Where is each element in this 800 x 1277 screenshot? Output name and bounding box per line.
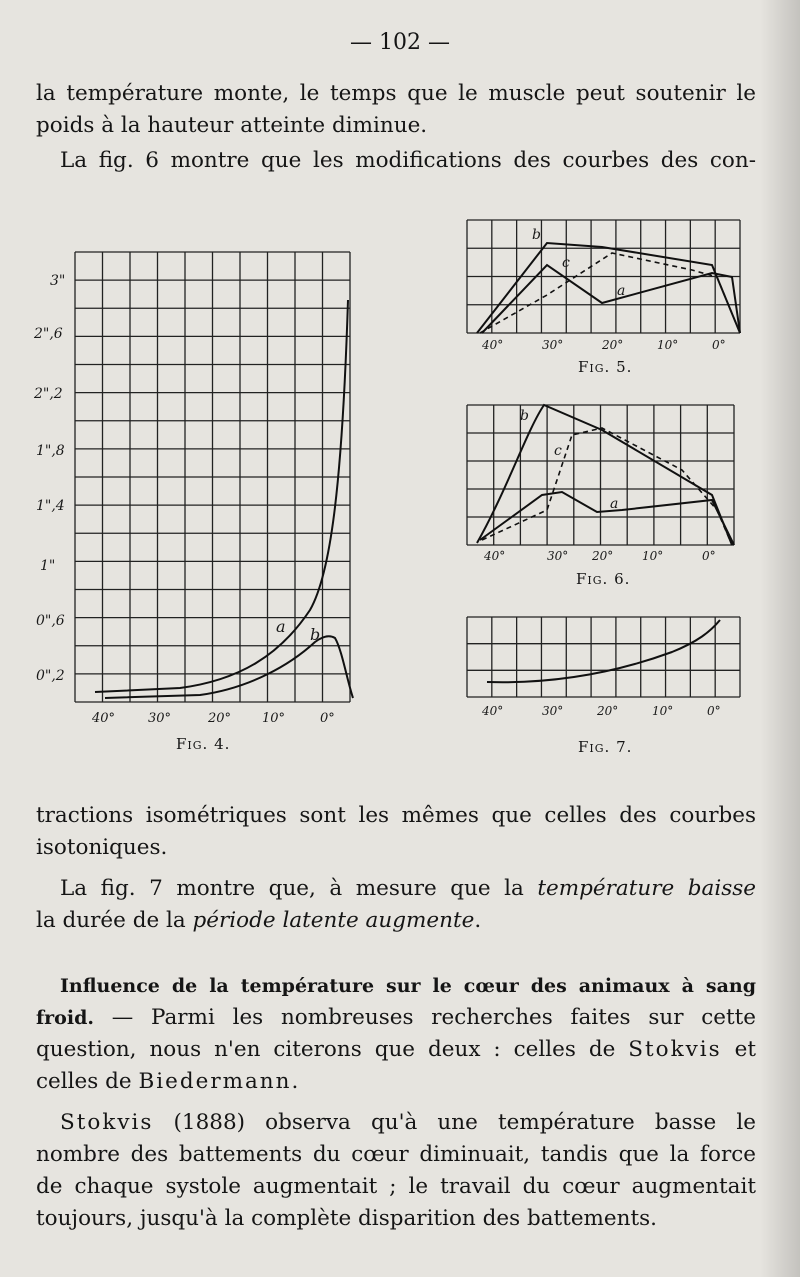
- fig5-label-a: a: [617, 283, 626, 299]
- page-edge-shadow: [760, 0, 800, 1277]
- fig4-y-tick-label: 1": [40, 558, 56, 574]
- text-run: et: [721, 1037, 756, 1062]
- section-heading: Influence de la température sur le cœur des animaux à sang: [60, 975, 756, 997]
- fig6-x-tick-label: 30°: [547, 549, 569, 563]
- fig6-x-tick-label: 20°: [592, 549, 614, 563]
- fig4-y-tick-label: 1",8: [36, 443, 65, 459]
- fig4-caption: Fig. 4.: [176, 735, 231, 753]
- text-run: (1888) observa qu'à une température basse le: [153, 1110, 756, 1135]
- author-name: Stokvis: [60, 1110, 154, 1135]
- fig4-x-tick-label: 10°: [262, 711, 286, 726]
- fig5-label-c: c: [562, 255, 570, 271]
- fig6-x-tick-label: 40°: [484, 549, 506, 563]
- fig6-x-tick-label: 0°: [702, 549, 716, 563]
- fig4-x-tick-label: 40°: [92, 711, 116, 726]
- text-line: isotoniques.: [36, 835, 168, 860]
- text-run: celles de: [36, 1069, 139, 1094]
- fig5-x-tick-label: 0°: [712, 338, 726, 352]
- fig6-label-b: b: [520, 408, 529, 424]
- page-number: — 102 —: [350, 30, 450, 55]
- text-run-italic: température baisse: [537, 876, 756, 901]
- fig4-label-b: b: [310, 625, 321, 644]
- fig6-caption: Fig. 6.: [576, 570, 631, 588]
- fig4-y-tick-label: 1",4: [36, 498, 65, 514]
- fig4-y-tick-label: 2",2: [34, 386, 63, 402]
- text-line: de chaque systole augmentait ; le travail du cœur augmentait: [36, 1174, 756, 1199]
- text-run: la durée de la: [36, 908, 193, 933]
- fig6-label-c: c: [554, 443, 562, 459]
- figure-6-chart: [462, 400, 752, 565]
- fig4-y-tick-label: 2",6: [34, 326, 63, 342]
- author-name: Stokvis: [628, 1037, 722, 1062]
- fig4-x-tick-label: 20°: [208, 711, 232, 726]
- text-line: toujours, jusqu'à la complète disparition des battements.: [36, 1206, 658, 1231]
- paragraph-fig7-ref: [36, 873, 756, 937]
- fig7-curve: [487, 620, 720, 682]
- paragraph-fig6-ref: [36, 145, 756, 177]
- fig7-x-tick-label: 20°: [597, 704, 619, 718]
- fig6-label-a: a: [610, 496, 619, 512]
- fig4-label-a: a: [276, 617, 286, 636]
- fig5-x-tick-label: 40°: [482, 338, 504, 352]
- text-line: tractions isométriques sont les mêmes que celles des courbes: [36, 803, 756, 828]
- fig5-x-tick-label: 30°: [542, 338, 564, 352]
- text-line: nombre des battements du cœur diminuait, tandis que la force: [36, 1142, 756, 1167]
- section-heading: froid.: [36, 1007, 94, 1029]
- paragraph-intro: [36, 78, 756, 142]
- fig7-x-tick-label: 40°: [482, 704, 504, 718]
- fig4-x-tick-label: 0°: [320, 711, 335, 726]
- text-run: — Parmi les nombreuses recherches faites sur cette: [93, 1005, 756, 1030]
- figure-7-chart: [462, 612, 752, 722]
- text-run: question, nous n'en citerons que deux : celles de: [36, 1037, 629, 1062]
- text-line: la température monte, le temps que le muscle peut soutenir le: [36, 81, 756, 106]
- fig6-x-tick-label: 10°: [642, 549, 664, 563]
- figure-5-chart: [462, 215, 752, 355]
- paragraph-stokvis: [36, 1107, 756, 1235]
- section-heart-temperature: [36, 970, 756, 1098]
- text-line: La fig. 6 montre que les modifications des courbes des con-: [60, 148, 756, 173]
- fig6-curve-c: [482, 428, 732, 545]
- fig7-caption: Fig. 7.: [578, 738, 633, 756]
- figure-4-chart: [20, 240, 380, 740]
- fig4-y-tick-label: 3": [50, 273, 66, 289]
- text-run: .: [474, 908, 482, 933]
- fig5-label-b: b: [532, 227, 541, 243]
- fig7-x-tick-label: 30°: [542, 704, 564, 718]
- fig7-x-tick-label: 0°: [707, 704, 721, 718]
- fig4-y-tick-label: 0",6: [36, 613, 65, 629]
- fig5-x-tick-label: 10°: [657, 338, 679, 352]
- text-run: La fig. 7 montre que, à mesure que la: [60, 876, 538, 901]
- fig6-curve-a: [480, 492, 734, 545]
- fig7-x-tick-label: 10°: [652, 704, 674, 718]
- text-run: .: [291, 1069, 299, 1094]
- fig4-y-tick-label: 0",2: [36, 668, 65, 684]
- fig5-caption: Fig. 5.: [578, 358, 633, 376]
- text-line: poids à la hauteur atteinte diminue.: [36, 113, 428, 138]
- text-run-italic: période latente augmente: [192, 908, 475, 933]
- fig5-x-tick-label: 20°: [602, 338, 624, 352]
- author-name: Biedermann: [138, 1069, 292, 1094]
- paragraph-isometric: [36, 800, 756, 864]
- fig4-x-tick-label: 30°: [148, 711, 172, 726]
